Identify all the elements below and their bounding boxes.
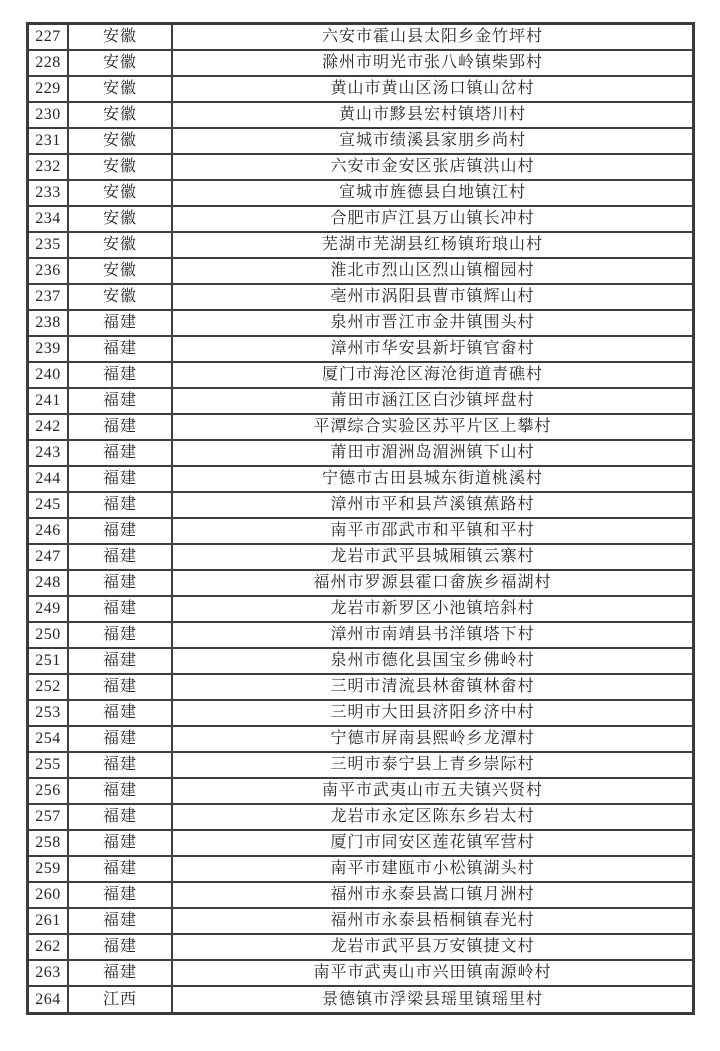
table-row (28, 102, 694, 128)
province-cell: 安徽 (68, 24, 172, 51)
row-number-cell: 242 (28, 414, 69, 440)
province-cell: 福建 (68, 674, 172, 700)
row-number-cell: 231 (28, 128, 69, 154)
village-name-cell: 芜湖市芜湖县红杨镇珩琅山村 (172, 232, 694, 258)
province-cell: 福建 (68, 362, 172, 388)
table-row (28, 700, 694, 726)
village-name-cell: 莆田市湄洲岛湄洲镇下山村 (172, 440, 694, 466)
village-table-body (28, 24, 694, 1014)
table-row (28, 778, 694, 804)
table-row (28, 648, 694, 674)
row-number-cell: 250 (28, 622, 69, 648)
row-number-cell: 253 (28, 700, 69, 726)
table-row (28, 960, 694, 986)
province-cell: 福建 (68, 388, 172, 414)
table-row (28, 284, 694, 310)
village-name-cell: 龙岩市永定区陈东乡岩太村 (172, 804, 694, 830)
village-name-cell: 黄山市黟县宏村镇塔川村 (172, 102, 694, 128)
table-row (28, 258, 694, 284)
village-name-cell: 合肥市庐江县万山镇长冲村 (172, 206, 694, 232)
village-name-cell: 福州市罗源县霍口畲族乡福湖村 (172, 570, 694, 596)
table-row (28, 752, 694, 778)
province-cell: 福建 (68, 310, 172, 336)
village-list-table (26, 22, 695, 1015)
table-row (28, 492, 694, 518)
table-row (28, 674, 694, 700)
row-number-cell: 264 (28, 986, 69, 1013)
row-number-cell: 257 (28, 804, 69, 830)
province-cell: 福建 (68, 934, 172, 960)
village-name-cell: 莆田市涵江区白沙镇坪盘村 (172, 388, 694, 414)
row-number-cell: 256 (28, 778, 69, 804)
village-name-cell: 宣城市旌德县白地镇江村 (172, 180, 694, 206)
province-cell: 福建 (68, 440, 172, 466)
row-number-cell: 259 (28, 856, 69, 882)
province-cell: 安徽 (68, 154, 172, 180)
village-name-cell: 宁德市屏南县熙岭乡龙潭村 (172, 726, 694, 752)
province-cell: 安徽 (68, 284, 172, 310)
province-cell: 福建 (68, 700, 172, 726)
province-cell: 福建 (68, 622, 172, 648)
table-row (28, 804, 694, 830)
province-cell: 福建 (68, 544, 172, 570)
row-number-cell: 236 (28, 258, 69, 284)
row-number-cell: 233 (28, 180, 69, 206)
table-row (28, 544, 694, 570)
row-number-cell: 251 (28, 648, 69, 674)
table-row (28, 310, 694, 336)
village-name-cell: 漳州市南靖县书洋镇塔下村 (172, 622, 694, 648)
table-row (28, 856, 694, 882)
province-cell: 福建 (68, 518, 172, 544)
table-row (28, 50, 694, 76)
province-cell: 安徽 (68, 76, 172, 102)
table-row (28, 622, 694, 648)
row-number-cell: 228 (28, 50, 69, 76)
row-number-cell: 261 (28, 908, 69, 934)
village-name-cell: 福州市永泰县梧桐镇春光村 (172, 908, 694, 934)
table-row (28, 206, 694, 232)
table-row (28, 726, 694, 752)
province-cell: 安徽 (68, 258, 172, 284)
province-cell: 安徽 (68, 180, 172, 206)
province-cell: 福建 (68, 960, 172, 986)
row-number-cell: 254 (28, 726, 69, 752)
village-name-cell: 南平市武夷山市兴田镇南源岭村 (172, 960, 694, 986)
row-number-cell: 255 (28, 752, 69, 778)
table-row (28, 154, 694, 180)
row-number-cell: 243 (28, 440, 69, 466)
province-cell: 江西 (68, 986, 172, 1013)
row-number-cell: 235 (28, 232, 69, 258)
table-row (28, 570, 694, 596)
row-number-cell: 234 (28, 206, 69, 232)
province-cell: 安徽 (68, 206, 172, 232)
village-name-cell: 福州市永泰县嵩口镇月洲村 (172, 882, 694, 908)
province-cell: 福建 (68, 336, 172, 362)
row-number-cell: 245 (28, 492, 69, 518)
row-number-cell: 237 (28, 284, 69, 310)
village-name-cell: 泉州市晋江市金井镇围头村 (172, 310, 694, 336)
village-name-cell: 宣城市绩溪县家朋乡尚村 (172, 128, 694, 154)
village-name-cell: 南平市武夷山市五夫镇兴贤村 (172, 778, 694, 804)
table-row (28, 596, 694, 622)
province-cell: 福建 (68, 648, 172, 674)
village-name-cell: 龙岩市新罗区小池镇培斜村 (172, 596, 694, 622)
table-row (28, 414, 694, 440)
province-cell: 福建 (68, 752, 172, 778)
table-row (28, 24, 694, 51)
province-cell: 福建 (68, 596, 172, 622)
row-number-cell: 232 (28, 154, 69, 180)
row-number-cell: 238 (28, 310, 69, 336)
village-name-cell: 黄山市黄山区汤口镇山岔村 (172, 76, 694, 102)
province-cell: 福建 (68, 804, 172, 830)
table-row (28, 934, 694, 960)
row-number-cell: 227 (28, 24, 69, 51)
village-name-cell: 漳州市平和县芦溪镇蕉路村 (172, 492, 694, 518)
province-cell: 福建 (68, 466, 172, 492)
province-cell: 安徽 (68, 232, 172, 258)
village-name-cell: 龙岩市武平县城厢镇云寨村 (172, 544, 694, 570)
province-cell: 福建 (68, 570, 172, 596)
table-row (28, 830, 694, 856)
table-row (28, 180, 694, 206)
village-name-cell: 景德镇市浮梁县瑶里镇瑶里村 (172, 986, 694, 1013)
village-name-cell: 泉州市德化县国宝乡佛岭村 (172, 648, 694, 674)
table-row (28, 232, 694, 258)
row-number-cell: 230 (28, 102, 69, 128)
province-cell: 福建 (68, 778, 172, 804)
table-row (28, 336, 694, 362)
province-cell: 安徽 (68, 102, 172, 128)
province-cell: 安徽 (68, 128, 172, 154)
row-number-cell: 229 (28, 76, 69, 102)
village-name-cell: 厦门市同安区莲花镇军营村 (172, 830, 694, 856)
village-name-cell: 亳州市涡阳县曹市镇辉山村 (172, 284, 694, 310)
row-number-cell: 241 (28, 388, 69, 414)
village-name-cell: 六安市金安区张店镇洪山村 (172, 154, 694, 180)
village-name-cell: 龙岩市武平县万安镇捷文村 (172, 934, 694, 960)
row-number-cell: 244 (28, 466, 69, 492)
province-cell: 福建 (68, 830, 172, 856)
table-row (28, 986, 694, 1013)
row-number-cell: 249 (28, 596, 69, 622)
table-row (28, 440, 694, 466)
village-name-cell: 南平市建瓯市小松镇湖头村 (172, 856, 694, 882)
village-name-cell: 厦门市海沧区海沧街道青礁村 (172, 362, 694, 388)
province-cell: 福建 (68, 414, 172, 440)
table-row (28, 908, 694, 934)
table-row (28, 128, 694, 154)
row-number-cell: 247 (28, 544, 69, 570)
village-name-cell: 三明市清流县林畲镇林畲村 (172, 674, 694, 700)
village-name-cell: 漳州市华安县新圩镇官畲村 (172, 336, 694, 362)
table-row (28, 76, 694, 102)
village-name-cell: 宁德市古田县城东街道桃溪村 (172, 466, 694, 492)
village-name-cell: 三明市泰宁县上青乡崇际村 (172, 752, 694, 778)
table-row (28, 362, 694, 388)
village-name-cell: 淮北市烈山区烈山镇榴园村 (172, 258, 694, 284)
province-cell: 安徽 (68, 50, 172, 76)
table-row (28, 466, 694, 492)
village-name-cell: 六安市霍山县太阳乡金竹坪村 (172, 24, 694, 51)
village-name-cell: 滁州市明光市张八岭镇柴郢村 (172, 50, 694, 76)
village-name-cell: 三明市大田县济阳乡济中村 (172, 700, 694, 726)
row-number-cell: 252 (28, 674, 69, 700)
row-number-cell: 262 (28, 934, 69, 960)
province-cell: 福建 (68, 908, 172, 934)
row-number-cell: 246 (28, 518, 69, 544)
table-row (28, 518, 694, 544)
row-number-cell: 258 (28, 830, 69, 856)
village-name-cell: 平潭综合实验区苏平片区上攀村 (172, 414, 694, 440)
province-cell: 福建 (68, 856, 172, 882)
row-number-cell: 263 (28, 960, 69, 986)
row-number-cell: 260 (28, 882, 69, 908)
table-row (28, 388, 694, 414)
province-cell: 福建 (68, 882, 172, 908)
province-cell: 福建 (68, 726, 172, 752)
row-number-cell: 239 (28, 336, 69, 362)
table-row (28, 882, 694, 908)
row-number-cell: 240 (28, 362, 69, 388)
row-number-cell: 248 (28, 570, 69, 596)
village-name-cell: 南平市邵武市和平镇和平村 (172, 518, 694, 544)
province-cell: 福建 (68, 492, 172, 518)
